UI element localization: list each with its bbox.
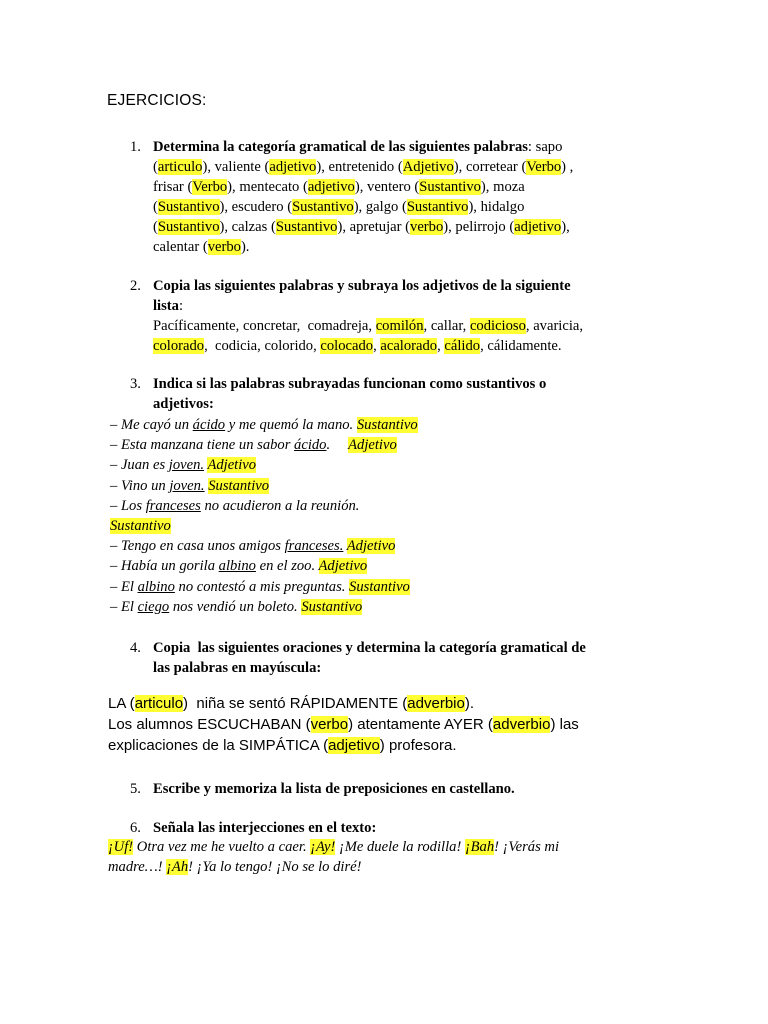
exercise-2: 2. Copia las siguientes palabras y subraya los adjetivos de la siguiente lista: Pacíficamente, concretar, comadreja, comilón, callar, codicioso, avaricia, colorado, codicia, colorido, colocado, acalorado, cálido, cálidamente. (130, 276, 670, 356)
text-segment: – Esta manzana tiene un sabor (110, 437, 295, 454)
text-segment: ) profesora. (379, 737, 457, 754)
answer-highlight: Verbo (192, 179, 228, 195)
adjective-highlight: codicioso (469, 318, 526, 334)
text-segment: apretujar (349, 219, 402, 235)
text-segment: – Había un gorila (110, 558, 219, 575)
answer-highlight: verbo (410, 219, 444, 235)
text-segment: calentar (153, 239, 200, 255)
exercise-question: Determina la categoría gramatical de las siguientes palabras (153, 139, 528, 155)
answer-highlight: Adjetivo (318, 558, 368, 575)
answer-highlight: adjetivo (514, 219, 562, 235)
text-segment: ) niña se sentó RÁPIDAMENTE ( (183, 695, 408, 712)
text-segment: – El (110, 598, 138, 615)
answer-highlight: Verbo (526, 159, 562, 175)
exercise-6-text (108, 837, 668, 877)
underlined-word: franceses. (284, 538, 344, 555)
text-segment: entretenido (328, 159, 395, 175)
adjective-highlight: colocado (320, 338, 374, 354)
sentence-line (110, 536, 670, 556)
sentence-line (110, 597, 670, 617)
answer-highlight: Sustantivo (349, 578, 410, 595)
underlined-word: ácido (294, 437, 327, 454)
answer-highlight: Sustantivo (157, 199, 220, 215)
text-segment: – Vino un (110, 477, 170, 494)
exercise-question: Copia las siguientes oraciones y determina la categoría gramatical de (153, 640, 586, 656)
exercise-question: Escribe y memoriza la lista de preposiciones en castellano. (153, 781, 515, 797)
exercise-6 (130, 818, 670, 838)
text-segment: mentecato (239, 179, 300, 195)
text-segment: Los alumnos ESCUCHABAN ( (108, 716, 311, 733)
sentence-line (110, 455, 670, 475)
text-segment: galgo (365, 199, 399, 215)
sentence-line (108, 693, 668, 714)
answer-highlight: Sustantivo (419, 179, 481, 195)
underlined-word: albino (218, 558, 256, 575)
text-segment: – Juan es (110, 457, 169, 474)
answer-highlight: Sustantivo (301, 598, 363, 615)
text-segment: comadreja (307, 318, 369, 334)
answer-highlight: adjetivo (328, 737, 380, 754)
text-segment: ) las (550, 716, 579, 733)
sentence-line (110, 556, 670, 576)
answer-highlight: adverbio (407, 695, 465, 712)
text-segment: codicia (215, 338, 258, 354)
exercise-question: Señala las interjecciones en el texto: (153, 820, 377, 836)
underlined-word: ciego (137, 598, 170, 615)
underlined-word: albino (137, 578, 175, 595)
exercise-number: 6. (130, 820, 141, 836)
page-title: EJERCICIOS: (107, 92, 207, 109)
answer-highlight: articulo (134, 695, 184, 712)
underlined-word: franceses (145, 497, 201, 514)
text-segment: concretar (242, 318, 297, 334)
adjective-highlight: cálido (444, 338, 481, 354)
adjective-highlight: colorado (153, 338, 205, 354)
text-segment: pelirrojo (455, 219, 506, 235)
answer-highlight: verbo (310, 716, 349, 733)
answer-highlight: Adjetivo (348, 437, 397, 454)
text-segment: hidalgo (480, 199, 525, 215)
interjection-highlight: ¡Uf! (108, 839, 134, 855)
text-segment: colorido (264, 338, 314, 354)
answer-highlight: Adjetivo (207, 457, 257, 474)
answer-highlight: Sustantivo (157, 219, 220, 235)
exercise-1: 1. Determina la categoría gramatical de las siguientes palabras: sapo (articulo), valiente (adjetivo), entretenido (Adjetivo), corretear (Verbo) , frisar (Verbo), mentecato (adjetivo), ventero (Sustantivo), moza (Sustantivo), escudero (Sustantivo), galgo (Sustantivo), hidalgo (Sustantivo), calzas (Sustantivo), apretujar (verbo), pelirrojo (adjetivo), calentar (verbo). (130, 139, 574, 255)
answer-highlight: Sustantivo (275, 219, 338, 235)
answer-highlight: Sustantivo (110, 518, 171, 535)
text-segment: corretear (465, 159, 518, 175)
answer-highlight: Sustantivo (356, 417, 418, 433)
answer-highlight: adjetivo (269, 159, 317, 175)
text-segment: cálidamente (487, 338, 558, 354)
text-segment: ! ¡Verás mi (494, 839, 559, 855)
text-segment: explicaciones de la SIMPÁTICA ( (108, 737, 329, 754)
sentence-line (108, 735, 668, 756)
exercise-number: 3. (130, 376, 141, 392)
text-segment: : (178, 298, 184, 314)
text-segment: callar (430, 318, 463, 334)
text-segment: avaricia (533, 318, 580, 334)
sentence-line (110, 476, 670, 496)
text-segment: madre…! (108, 859, 167, 876)
exercise-number: 1. (130, 139, 141, 155)
text-segment: calzas (231, 219, 268, 235)
text-segment: ). (464, 695, 475, 712)
answer-highlight: adjetivo (307, 179, 355, 195)
text-segment: . (326, 437, 349, 454)
sentence-line (110, 577, 670, 597)
exercise-number: 4. (130, 640, 141, 656)
text-segment: – El (110, 578, 138, 595)
exercise-5 (130, 779, 670, 799)
text-segment: no acudieron a la reunión. (200, 497, 360, 514)
text-segment: ventero (367, 179, 411, 195)
text-segment: y me quemó la mano. (225, 417, 357, 433)
text-segment: valiente (214, 159, 261, 175)
exercise-4-sentences (108, 693, 668, 756)
answer-highlight: Sustantivo (208, 477, 270, 494)
text-segment: LA ( (108, 695, 135, 712)
exercise-3: 3. Indica si las palabras subrayadas funcionan como sustantivos o adjetivos: (130, 374, 670, 414)
text-line (108, 837, 668, 857)
adjective-highlight: acalorado (380, 338, 438, 354)
exercise-number: 5. (130, 781, 141, 797)
answer-highlight: Sustantivo (406, 199, 469, 215)
exercise-question: Indica si las palabras subrayadas funcionan como sustantivos o (153, 376, 547, 392)
text-segment: en el zoo. (255, 558, 319, 575)
interjection-highlight: ¡Bah (464, 839, 495, 855)
underlined-word: ácido (192, 417, 226, 433)
text-segment: frisar (153, 179, 184, 195)
sentence-line (110, 496, 670, 516)
text-segment: sapo (535, 139, 563, 155)
text-segment: moza (493, 179, 525, 195)
text-segment: – Me cayó un (110, 417, 193, 433)
text-segment: no contestó a mis preguntas. (174, 578, 350, 595)
answer-highlight: adverbio (492, 716, 551, 733)
interjection-highlight: ¡Ay! (310, 839, 336, 855)
answer-highlight: verbo (207, 239, 241, 255)
text-segment: Otra vez me he vuelto a caer. (133, 839, 311, 855)
answer-highlight: Adjetivo (346, 538, 396, 555)
text-segment: ) atentamente AYER ( (348, 716, 493, 733)
underlined-word: joven. (168, 457, 205, 474)
sentence-line (110, 415, 670, 435)
text-segment: : (527, 139, 532, 155)
text-segment: ¡Me duele la rodilla! (335, 839, 465, 855)
exercise-number: 2. (130, 278, 141, 294)
text-segment: lista (153, 298, 179, 314)
text-segment: nos vendió un boleto. (169, 598, 302, 615)
exercise-3-sentences (110, 415, 670, 617)
answer-highlight: articulo (157, 159, 203, 175)
interjection-highlight: ¡Ah (166, 859, 189, 876)
text-segment: Pacíficamente (153, 318, 236, 334)
answer-highlight: Adjetivo (402, 159, 454, 175)
text-segment: – Los (110, 497, 146, 514)
text-segment: – Tengo en casa unos amigos (110, 538, 285, 555)
exercise-4: 4. Copia las siguientes oraciones y determina la categoría gramatical de las palabras en mayúscula: (130, 638, 670, 678)
underlined-word: joven. (169, 477, 205, 494)
text-line (108, 857, 668, 877)
sentence-line (110, 516, 670, 536)
exercise-question: Copia las siguientes palabras y subraya los adjetivos de la siguiente (153, 278, 571, 294)
text-segment: ! ¡Ya lo tengo! ¡No se lo diré! (188, 859, 362, 876)
sentence-line (110, 435, 670, 455)
text-segment: escudero (231, 199, 284, 215)
sentence-line (108, 714, 668, 735)
adjective-highlight: comilón (375, 318, 424, 334)
answer-highlight: Sustantivo (292, 199, 354, 215)
